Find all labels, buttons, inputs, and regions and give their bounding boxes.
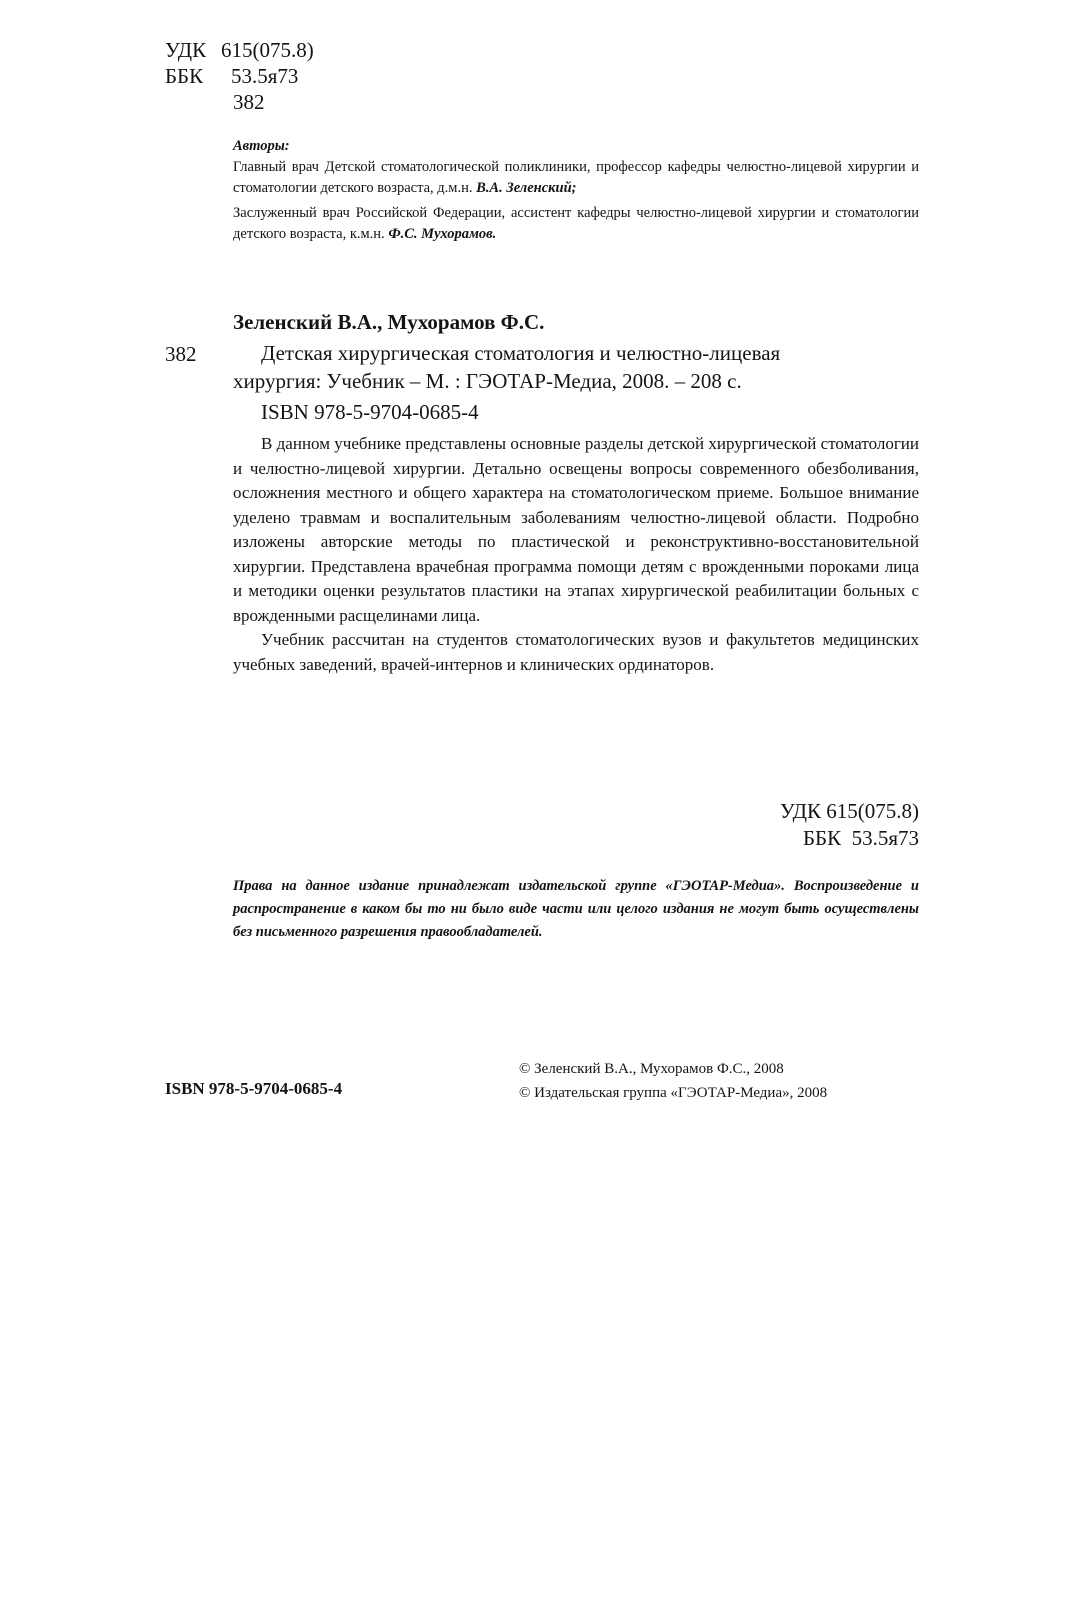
bbk-line (165, 63, 298, 89)
bibliography-number: 382 (165, 342, 197, 366)
author-name: Ф.С. Мухорамов. (388, 226, 497, 242)
copyright-line: © Издательская группа «ГЭОТАР-Медиа», 2008 (519, 1085, 828, 1101)
footer-isbn: ISBN 978-5-9704-0685-4 (165, 1079, 343, 1098)
bbk-bottom: ББК 53.5я73 (802, 826, 919, 850)
author-description: Заслуженный врач Российской Федерации, ассистент кафедры челюстно-лицевой хирургии и стоматологии детского возраста, к.м.н. (233, 205, 919, 242)
annotation-paragraph: В данном учебнике представлены основные разделы детской хирургической стоматологии и челюстно-лицевой хирургии. Детально освещены вопросы современного обезболивания, осложнения местного и общего характера на стоматологическом приеме. Большое внимание уделено травмам и воспалительным заболеваниям челюстно-лицевой области. Подробно изложены авторские методы по пластической и реконструктивно-восстановительной хирургии. Представлена врачебная программа помощи детям с врожденными пороками лица и методики оценки результатов пластики на этапах хирургической реабилитации больных с врожденными расщелинами лица. (233, 434, 919, 625)
bbk-label: ББК (165, 64, 204, 88)
udk-bottom: УДК 615(075.8) (779, 799, 919, 823)
authors-block (233, 136, 919, 245)
copyright-line: © Зеленский В.А., Мухорамов Ф.С., 2008 (519, 1061, 784, 1077)
udk-line (165, 37, 314, 63)
author-mark: 382 (233, 90, 265, 114)
annotation-paragraph: Учебник рассчитан на студентов стоматологических вузов и факультетов медицинских учебных заведений, врачей-интернов и клинических ординаторов. (233, 630, 919, 674)
udk-label: УДК (165, 38, 207, 62)
rights-notice: Права на данное издание принадлежат издательской группе «ГЭОТАР-Медиа». Воспроизведение и распространение в каком бы то ни было виде части или целого издания не могут быть осуществлены без письменного разрешения правообладателей. (233, 878, 919, 940)
bibliography-authors: Зеленский В.А., Мухорамов Ф.С. (233, 310, 545, 334)
bibliography-title: Детская хирургическая стоматология и челюстно-лицевая хирургия: Учебник – М. : ГЭОТАР-Медиа, 2008. – 208 с. (233, 341, 781, 393)
author-name: В.А. Зеленский; (476, 180, 577, 196)
bbk-value: 53.5я73 (231, 64, 299, 88)
author-entry (233, 203, 919, 245)
author-entry (233, 157, 919, 199)
udk-value: 615(075.8) (221, 38, 314, 62)
bibliography-isbn: ISBN 978-5-9704-0685-4 (261, 400, 479, 424)
authors-heading: Авторы: (233, 138, 290, 154)
copyright-block (519, 1057, 827, 1105)
annotation (233, 432, 919, 677)
author-description: Главный врач Детской стоматологической поликлиники, профессор кафедры челюстно-лицевой хирургии и стоматологии детского возраста, д.м.н. (233, 159, 919, 196)
